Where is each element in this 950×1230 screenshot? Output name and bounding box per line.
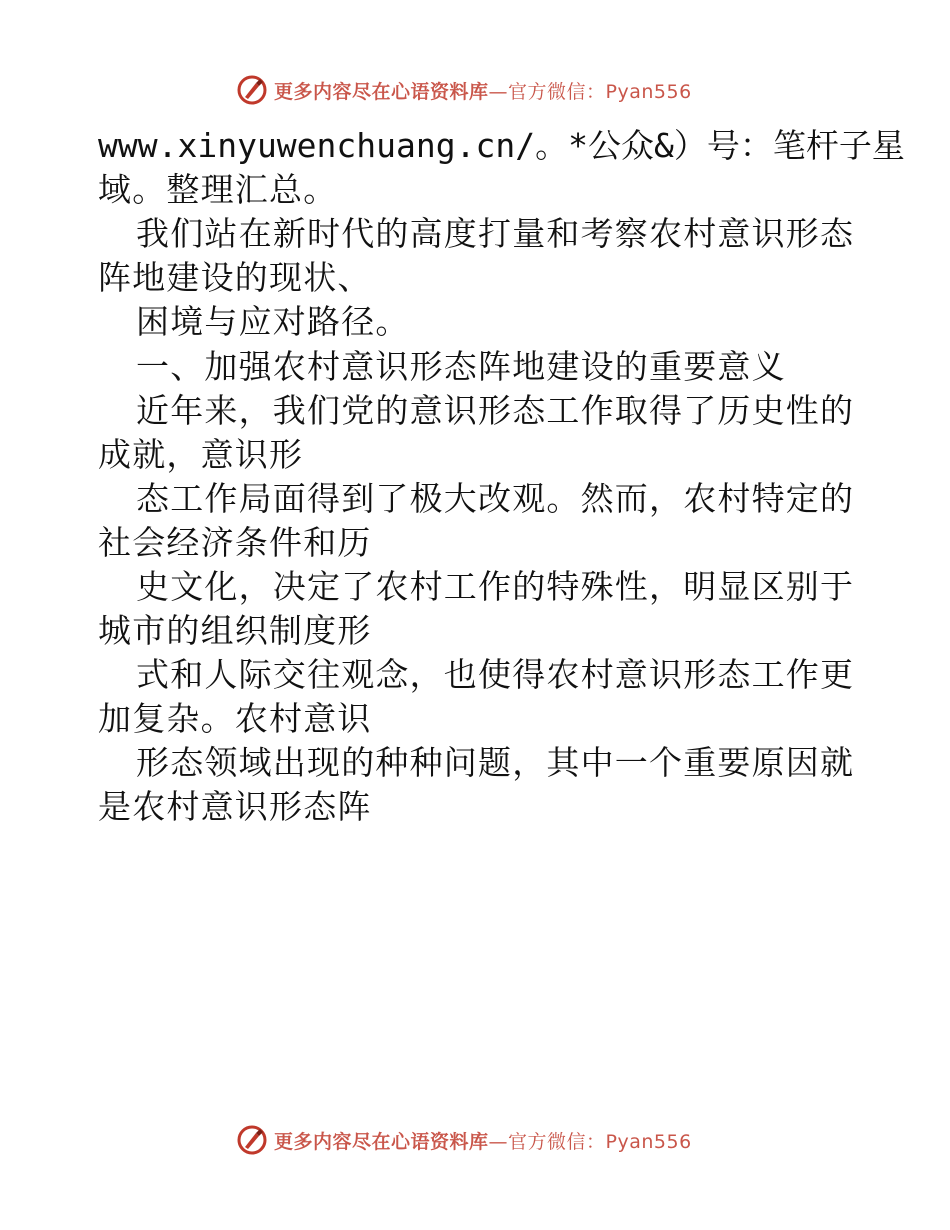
text-line: 域。整理汇总。 [98,169,338,209]
footer-watermark [236,1123,756,1157]
text-line: 史文化，决定了农村工作的特殊性，明显区别于 [136,567,855,606]
text-line: 我们站在新时代的高度打量和考察农村意识形态 [136,214,855,253]
text-line: 近年来，我们党的意识形态工作取得了历史性的 [136,391,855,430]
text-line: 式和人际交往观念，也使得农村意识形态工作更 [136,655,855,694]
watermark-text: 更多内容尽在心语资料库—官方微信：Pyan556 [274,80,692,103]
pen-logo-icon [236,74,268,106]
text-line: 困境与应对路径。 [136,302,410,341]
header-watermark [236,73,756,107]
text-line: 是农村意识形态阵 [98,786,372,826]
text-line: 成就，意识形 [98,434,304,474]
text-line: 阵地建设的现状、 [98,257,372,297]
text-line: 社会经济条件和历 [98,522,372,562]
document-body [98,124,905,828]
text-line: 态工作局面得到了极大改观。然而，农村特定的 [136,479,855,518]
text-line: 形态领域出现的种种问题，其中一个重要原因就 [136,743,855,782]
watermark-text: 更多内容尽在心语资料库—官方微信：Pyan556 [274,1130,692,1153]
pen-logo-icon [236,1124,268,1156]
text-line: 城市的组织制度形 [98,610,372,650]
text-line: www.xinyuwenchuang.cn/。*公众&）号：笔杆子星 [98,126,905,165]
section-heading: 一、加强农村意识形态阵地建设的重要意义 [136,346,786,386]
text-line: 加复杂。农村意识 [98,698,372,738]
